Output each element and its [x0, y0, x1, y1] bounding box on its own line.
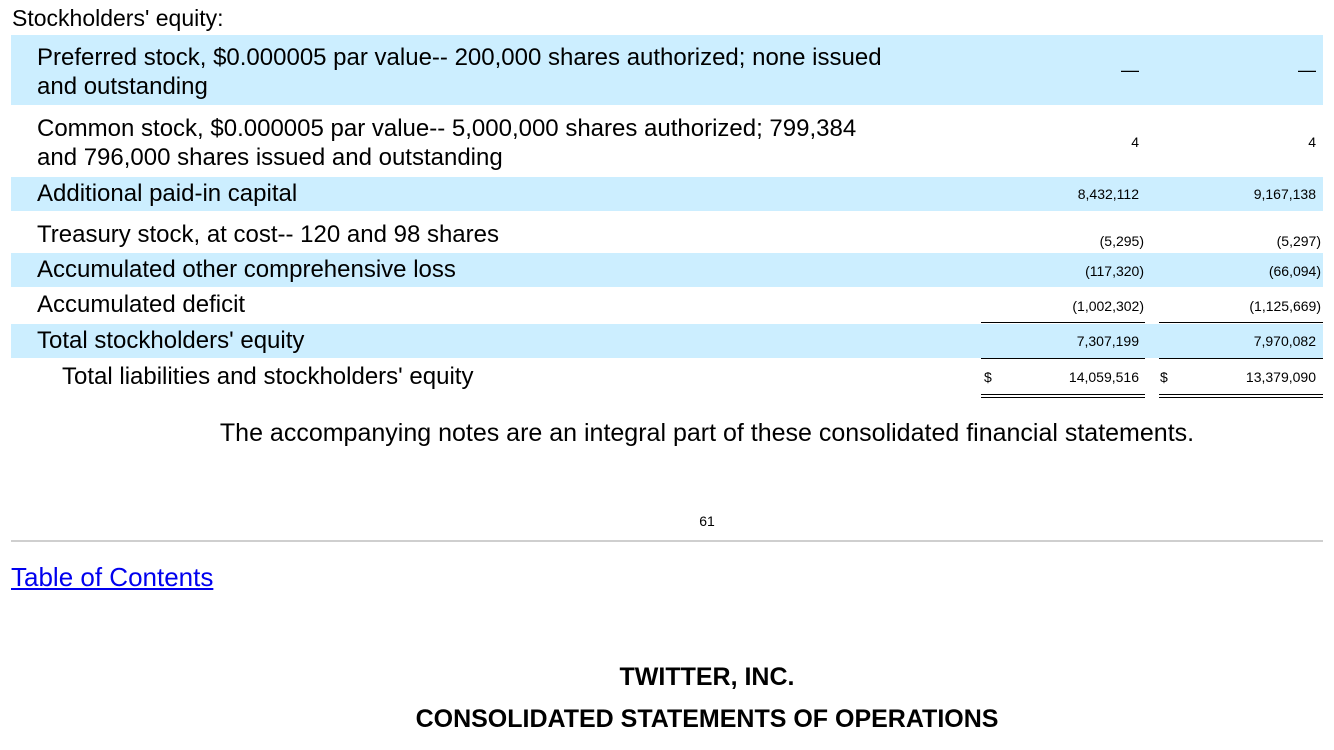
table-row-additional-paid-in-capital [11, 177, 1323, 211]
row-label: Common stock, $0.000005 par value-- 5,000,000 shares authorized; 799,384 [37, 115, 857, 142]
row-label: Accumulated other comprehensive loss [37, 256, 456, 283]
page-number: 61 [699, 513, 715, 529]
value-col1: 14,059,516 [1068, 369, 1139, 385]
value-col1: (117,320) [1085, 263, 1144, 279]
row-label: Preferred stock, $0.000005 par value-- 200,000 shares authorized; none issued [37, 44, 882, 71]
row-label-continued: and outstanding [37, 73, 208, 100]
table-row-total-liabilities-and-equity [11, 359, 1323, 393]
value-col2: 13,379,090 [1245, 369, 1316, 385]
row-label-continued: and 796,000 shares issued and outstanding [37, 144, 503, 171]
section-heading-stockholders-equity: Stockholders' equity: [12, 5, 224, 31]
double-rule-top-col2 [1159, 394, 1323, 395]
value-col2: 7,970,082 [1253, 333, 1316, 349]
table-of-contents-link[interactable]: Table of Contents [11, 562, 214, 592]
currency-symbol-col2: $ [1160, 369, 1168, 385]
value-col2: 9,167,138 [1253, 186, 1316, 202]
company-name: TWITTER, INC. [619, 663, 795, 691]
footnote: The accompanying notes are an integral part of these consolidated financial statements. [219, 419, 1195, 447]
double-rule-top-col1 [981, 394, 1145, 395]
table-row-accumulated-other-comprehensive-loss [11, 253, 1323, 287]
table-row-treasury-stock [11, 212, 1323, 252]
value-col1: 8,432,112 [1077, 186, 1139, 202]
table-row-accumulated-deficit [11, 288, 1323, 322]
statement-title: CONSOLIDATED STATEMENTS OF OPERATIONS [415, 705, 999, 733]
value-col1: (1,002,302) [1072, 298, 1144, 314]
value-col1: — [1121, 60, 1139, 80]
currency-symbol-col1: $ [984, 369, 992, 385]
page-separator [11, 540, 1323, 542]
value-col2: — [1298, 60, 1316, 80]
value-col1: 4 [1131, 134, 1139, 150]
table-row-common-stock [11, 106, 1323, 176]
value-col2: 4 [1308, 134, 1316, 150]
value-col2: (1,125,669) [1249, 298, 1321, 314]
table-row-preferred-stock [11, 35, 1323, 105]
subtotal-rule-col1 [981, 322, 1145, 323]
double-rule-bottom-col1 [981, 397, 1145, 398]
row-label: Treasury stock, at cost-- 120 and 98 shares [37, 221, 499, 248]
value-col2: (66,094) [1268, 263, 1321, 279]
value-col1: 7,307,199 [1076, 333, 1139, 349]
subtotal-rule-col2 [1159, 322, 1323, 323]
row-label: Accumulated deficit [37, 291, 246, 318]
row-label: Total liabilities and stockholders' equity [62, 363, 474, 390]
value-col1: (5,295) [1099, 233, 1144, 249]
double-rule-bottom-col2 [1159, 397, 1323, 398]
row-label: Total stockholders' equity [37, 327, 305, 354]
table-row-total-stockholders-equity [11, 324, 1323, 358]
row-label: Additional paid-in capital [37, 180, 298, 207]
value-col2: (5,297) [1276, 233, 1321, 249]
